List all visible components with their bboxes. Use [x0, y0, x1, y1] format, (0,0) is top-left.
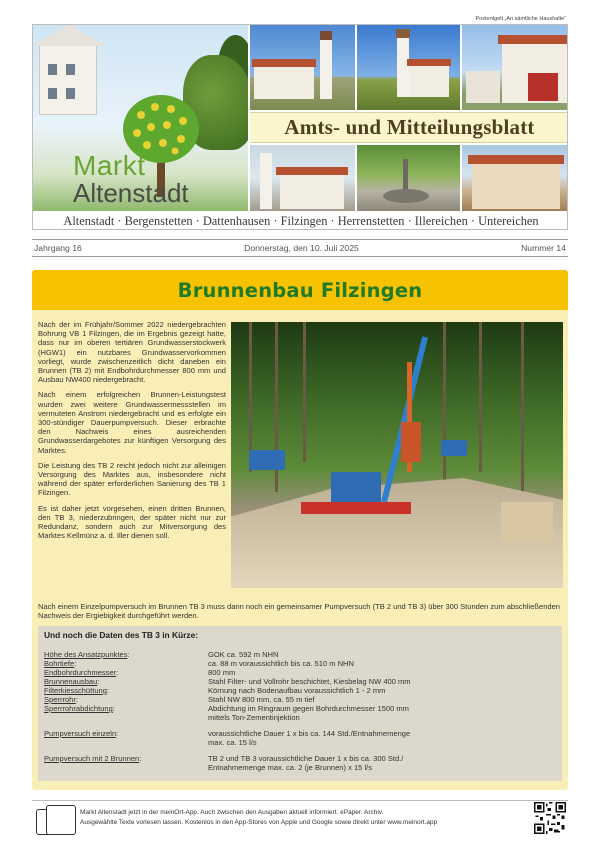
- photo-fire-station: [462, 25, 568, 110]
- data-key: Bohrtiefe: [44, 659, 75, 668]
- data-value: 800 mm: [208, 668, 236, 677]
- house-shape: [39, 45, 97, 115]
- data-key: Höhe des Ansatzpunktes: [44, 650, 128, 659]
- data-row: Sperrrohrabdichtung: Abdichtung im Ringraum gegen Bohrdurchmesser 1500 mm mittels Ton-Zementinjektion: [44, 704, 556, 722]
- photo-village-church: [250, 25, 355, 110]
- article-paragraph: Die Leistung des TB 2 reicht jedoch nicht zur alleinigen Versorgung des Marktes aus, insbesondere nicht während der später erforderlichen Sanierung des TB 1 Filzingen.: [38, 460, 226, 498]
- data-row: Sperrrohr: Stahl NW 800 mm, ca. 55 m tief: [44, 695, 556, 704]
- masthead-photo-house: [33, 25, 248, 211]
- village-list: Altenstadt · Bergenstetten · Dattenhausen · Filzingen · Herrenstetten · Illereichen · Untereichen: [33, 211, 568, 230]
- data-row: Endbohrdurchmesser: 800 mm: [44, 668, 556, 677]
- brand-altenstadt: Altenstadt: [73, 178, 189, 208]
- data-value: Abdichtung im Ringraum gegen Bohrdurchmesser 1500 mm: [208, 704, 409, 713]
- data-key: Pumpversuch einzeln: [44, 729, 117, 738]
- issue-number: Nummer 14: [521, 243, 566, 253]
- data-value-continued: max. ca. 15 l/s: [208, 738, 257, 747]
- data-row: Brunnenausbau: Stahl Filter- und Vollrohr beschichtet, Kiesbelag NW 400 mm: [44, 677, 556, 686]
- issue-info-bar: [32, 239, 568, 257]
- data-row: Höhe des Ansatzpunktes: GOK ca. 592 m NHN: [44, 650, 556, 659]
- tb3-data-box: [38, 626, 562, 781]
- publication-title: Amts- und Mitteilungsblatt: [284, 115, 535, 139]
- data-value: Stahl NW 800 mm, ca. 55 m tief: [208, 695, 315, 704]
- data-value: voraussichtliche Dauer 1 x bis ca. 144 Std./Entnahmemenge: [208, 729, 411, 738]
- brand-markt: Markt: [73, 150, 146, 181]
- data-key: Sperrrohrabdichtung: [44, 704, 113, 713]
- article-closing-paragraph: Nach einem Einzelpumpversuch im Brunnen TB 3 muss dann noch ein gemeinsamer Pumpversuch (TB 2 und TB 3) über 300 Stunden zum abschließenden Nachweis der Ergiebigkeit durchgeführt werden.: [38, 602, 560, 621]
- data-value-continued: Entnahmemenge max. ca. 2 (je Brunnen) x 15 l/s: [208, 763, 373, 772]
- postage-note: Postentgelt „An sämtliche Haushalte“: [475, 16, 566, 22]
- data-key: Brunnenausbau: [44, 677, 98, 686]
- data-value: ca. 88 m voraussichtlich bis ca. 510 m NHN: [208, 659, 354, 668]
- data-value: GOK ca. 592 m NHN: [208, 650, 279, 659]
- photo-chapel: [357, 25, 460, 110]
- data-key: Filterkiesschüttung: [44, 686, 107, 695]
- masthead: [32, 24, 568, 230]
- app-promo-text: [80, 808, 520, 828]
- article-title-bar: [32, 270, 568, 310]
- photo-church-winter: [250, 145, 355, 211]
- data-key: Sperrrohr: [44, 695, 76, 704]
- drilling-site-photo: [231, 322, 563, 588]
- article-title: Brunnenbau Filzingen: [177, 278, 423, 302]
- article-text-column: [38, 320, 226, 546]
- data-row: Bohrtiefe: ca. 88 m voraussichtlich bis ca. 510 m NHN: [44, 659, 556, 668]
- app-promo-line: Markt Altenstadt jetzt in der meinOrt-App. Auch zwischen den Ausgaben aktuell informiert. ePaper. Archiv.: [80, 809, 384, 816]
- data-value: TB 2 und TB 3 voraussichtliche Dauer 1 x bis ca. 300 Std./: [208, 754, 404, 763]
- article-paragraph: Nach einem erfolgreichen Brunnen-Leistungstest wurden zwei weitere Grundwassermessstellen im vermuteten Anstrom niedergebracht und es erfolgte ein 300-stündiger Dauerpumpversuch. Dieser erbrachte den Nachweis eines ausreichenden Grundwasserdargebotes zur künftigen Versorgung des Marktes.: [38, 390, 226, 455]
- photo-fountain: [357, 145, 460, 211]
- data-value-continued: mittels Ton-Zementinjektion: [208, 713, 300, 722]
- qr-code-icon[interactable]: [534, 802, 566, 834]
- issue-date: Donnerstag, den 10. Juli 2025: [244, 243, 359, 253]
- article-body: [32, 310, 568, 790]
- tablet-icon: [46, 805, 76, 835]
- data-value: Stahl Filter- und Vollrohr beschichtet, Kiesbelag NW 400 mm: [208, 677, 411, 686]
- footer-app-promo: [32, 800, 568, 836]
- data-key: Pumpversuch mit 2 Brunnen: [44, 754, 140, 763]
- data-row: Filterkiesschüttung: Körnung nach Bodenaufbau voraussichtlich 1 - 2 mm: [44, 686, 556, 695]
- article-paragraph: Nach der im Frühjahr/Sommer 2022 niedergebrachten Bohrung VB 1 Filzingen, die im Ergebnis gezeigt hatte, dass nur im oberen tertiären Grundwasserstockwerk (HGW1) ein nutzbares Grundwasservorkommen vorliegt, wurde zwischenzeitlich dicht daneben ein Brunnen (TB 2) mit Endbohrdurchmesser 800 mm und Ausbau NW400 niedergebracht.: [38, 320, 226, 385]
- photo-town-hall: [462, 145, 568, 211]
- app-promo-line: Ausgewählte Texte vorlesen lassen. Kostenlos in den App-Stores von Apple und Google sowie direkt unter www.meinort.app: [80, 819, 438, 826]
- article-paragraph: Es ist daher jetzt vorgesehen, einen dritten Brunnen, den TB 3, niederzubringen, der später nicht nur zur Redundanz, sondern auch zur Mitversorgung des Marktes Kellmünz a. d. Iller dienen soll.: [38, 503, 226, 541]
- data-row: Pumpversuch mit 2 Brunnen: TB 2 und TB 3 voraussichtliche Dauer 1 x bis ca. 300 Std./ Entnahmemenge max. ca. 2 (je Brunnen) x 15 l/s: [44, 754, 556, 772]
- data-row: Pumpversuch einzeln: voraussichtliche Dauer 1 x bis ca. 144 Std./Entnahmemenge max. ca. 15 l/s: [44, 729, 556, 747]
- issue-year: Jahrgang 16: [34, 243, 82, 253]
- publication-title-band: [250, 112, 568, 143]
- data-value: Körnung nach Bodenaufbau voraussichtlich 1 - 2 mm: [208, 686, 386, 695]
- data-key: Endbohrdurchmesser: [44, 668, 117, 677]
- data-box-title: Und noch die Daten des TB 3 in Kürze:: [44, 630, 199, 640]
